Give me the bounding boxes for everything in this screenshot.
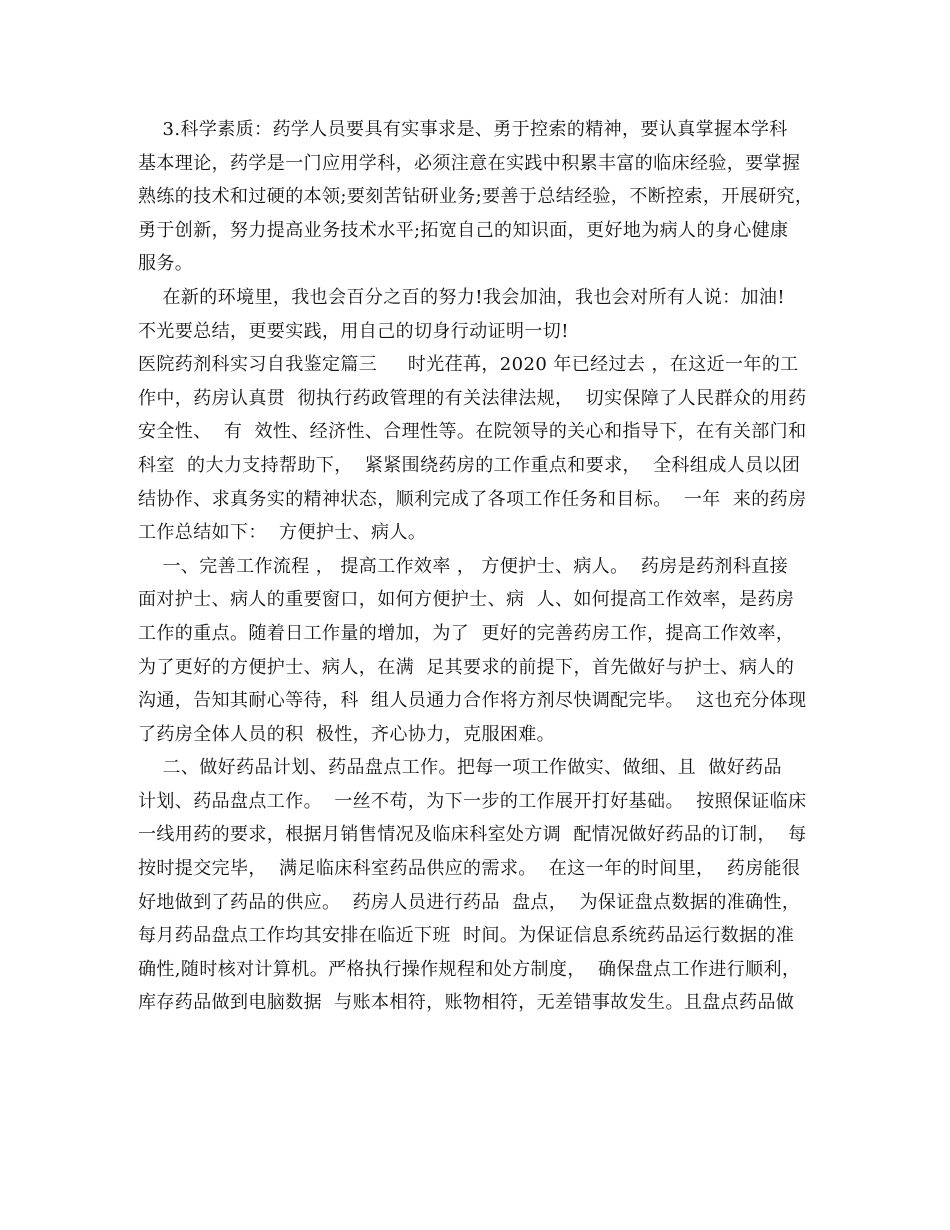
text-line: 作中，药房认真贯 彻执行药政管理的有关法律法规， 切实保障了人民群众的用药 (138, 387, 807, 409)
text-line: 计划、药品盘点工作。 一丝不苟，为下一步的工作展开打好基础。 按照保证临床 (138, 790, 807, 812)
text-line: 按时提交完毕， 满足临床科室药品供应的需求。 在这一年的时间里， 药房能很 (138, 858, 801, 880)
text-line: 不光要总结，更要实践，用自己的切身行动证明一切! (138, 320, 569, 342)
text-line: 好地做到了药品的供应。 药房人员进行药品 盘点， 为保证盘点数据的准确性， (138, 891, 801, 913)
text-line: 结协作、求真务实的精神状态，顺利完成了各项工作任务和目标。 一年 来的药房 (138, 488, 807, 510)
text-line: 了药房全体人员的积 极性，齐心协力，克服困难。 (138, 723, 556, 745)
text-line: 熟练的技术和过硬的本领;要刻苦钻研业务;要善于总结经验，不断控索，开展研究， (138, 186, 814, 208)
text-line: 服务。 (138, 253, 194, 275)
text-line: 基本理论，药学是一门应用学科，必须注意在实践中积累丰富的临床经验，要掌握 (138, 152, 801, 174)
document-page (138, 113, 828, 1020)
text-line: 沟通，告知其耐心等待，科 组人员通力合作将方剂尽快调配完毕。 这也充分体现 (138, 690, 807, 712)
text-line: 一线用药的要求，根据月销售情况及临床科室处方调 配情况做好药品的订制， 每 (138, 824, 807, 846)
text-line: 每月药品盘点工作均其安排在临近下班 时间。为保证信息系统药品运行数据的准 (138, 925, 795, 947)
text-line: 勇于创新，努力提高业务技术水平;拓宽自己的知识面，更好地为病人的身心健康 (138, 219, 789, 241)
text-line: 库存药品做到电脑数据 与账本相符，账物相符，无差错事故发生。且盘点药品做 (138, 992, 795, 1014)
text-line: 科室 的大力支持帮助下， 紧紧围绕药房的工作重点和要求， 全科组成人员以团 (138, 454, 801, 476)
text-line: 安全性、 有 效性、经济性、合理性等。在院领导的关心和指导下，在有关部门和 (138, 421, 807, 443)
text-line: 二、做好药品计划、药品盘点工作。把每一项工作做实、做细、且 做好药品 (138, 757, 782, 779)
text-line: 工作的重点。随着日工作量的增加，为了 更好的完善药房工作，提高工作效率， (138, 622, 795, 644)
section-heading-line: 医院药剂科实习自我鉴定篇三 时光荏苒，2020 年已经过去 ，在这近一年的工 (138, 354, 799, 376)
text-line: 3.科学素质：药学人员要具有实事求是、勇于控索的精神，要认真掌握本学科 (138, 119, 788, 140)
text-line: 在新的环境里，我也会百分之百的努力!我会加油，我也会对所有人说：加油! (138, 286, 785, 308)
text-line: 工作总结如下： 方便护士、病人。 (138, 522, 427, 544)
text-line: 面对护士、病人的重要窗口，如何方便护士、病 人、如何提高工作效率，是药房 (138, 589, 795, 611)
text-line: 为了更好的方便护士、病人，在满 足其要求的前提下，首先做好与护士、病人的 (138, 656, 795, 678)
text-line: 确性,随时核对计算机。严格执行操作规程和处方制度， 确保盘点工作进行顺利， (138, 958, 801, 980)
text-line: 一、完善工作流程 ， 提高工作效率 ， 方便护士、病人。 药房是药剂科直接 (138, 555, 789, 577)
